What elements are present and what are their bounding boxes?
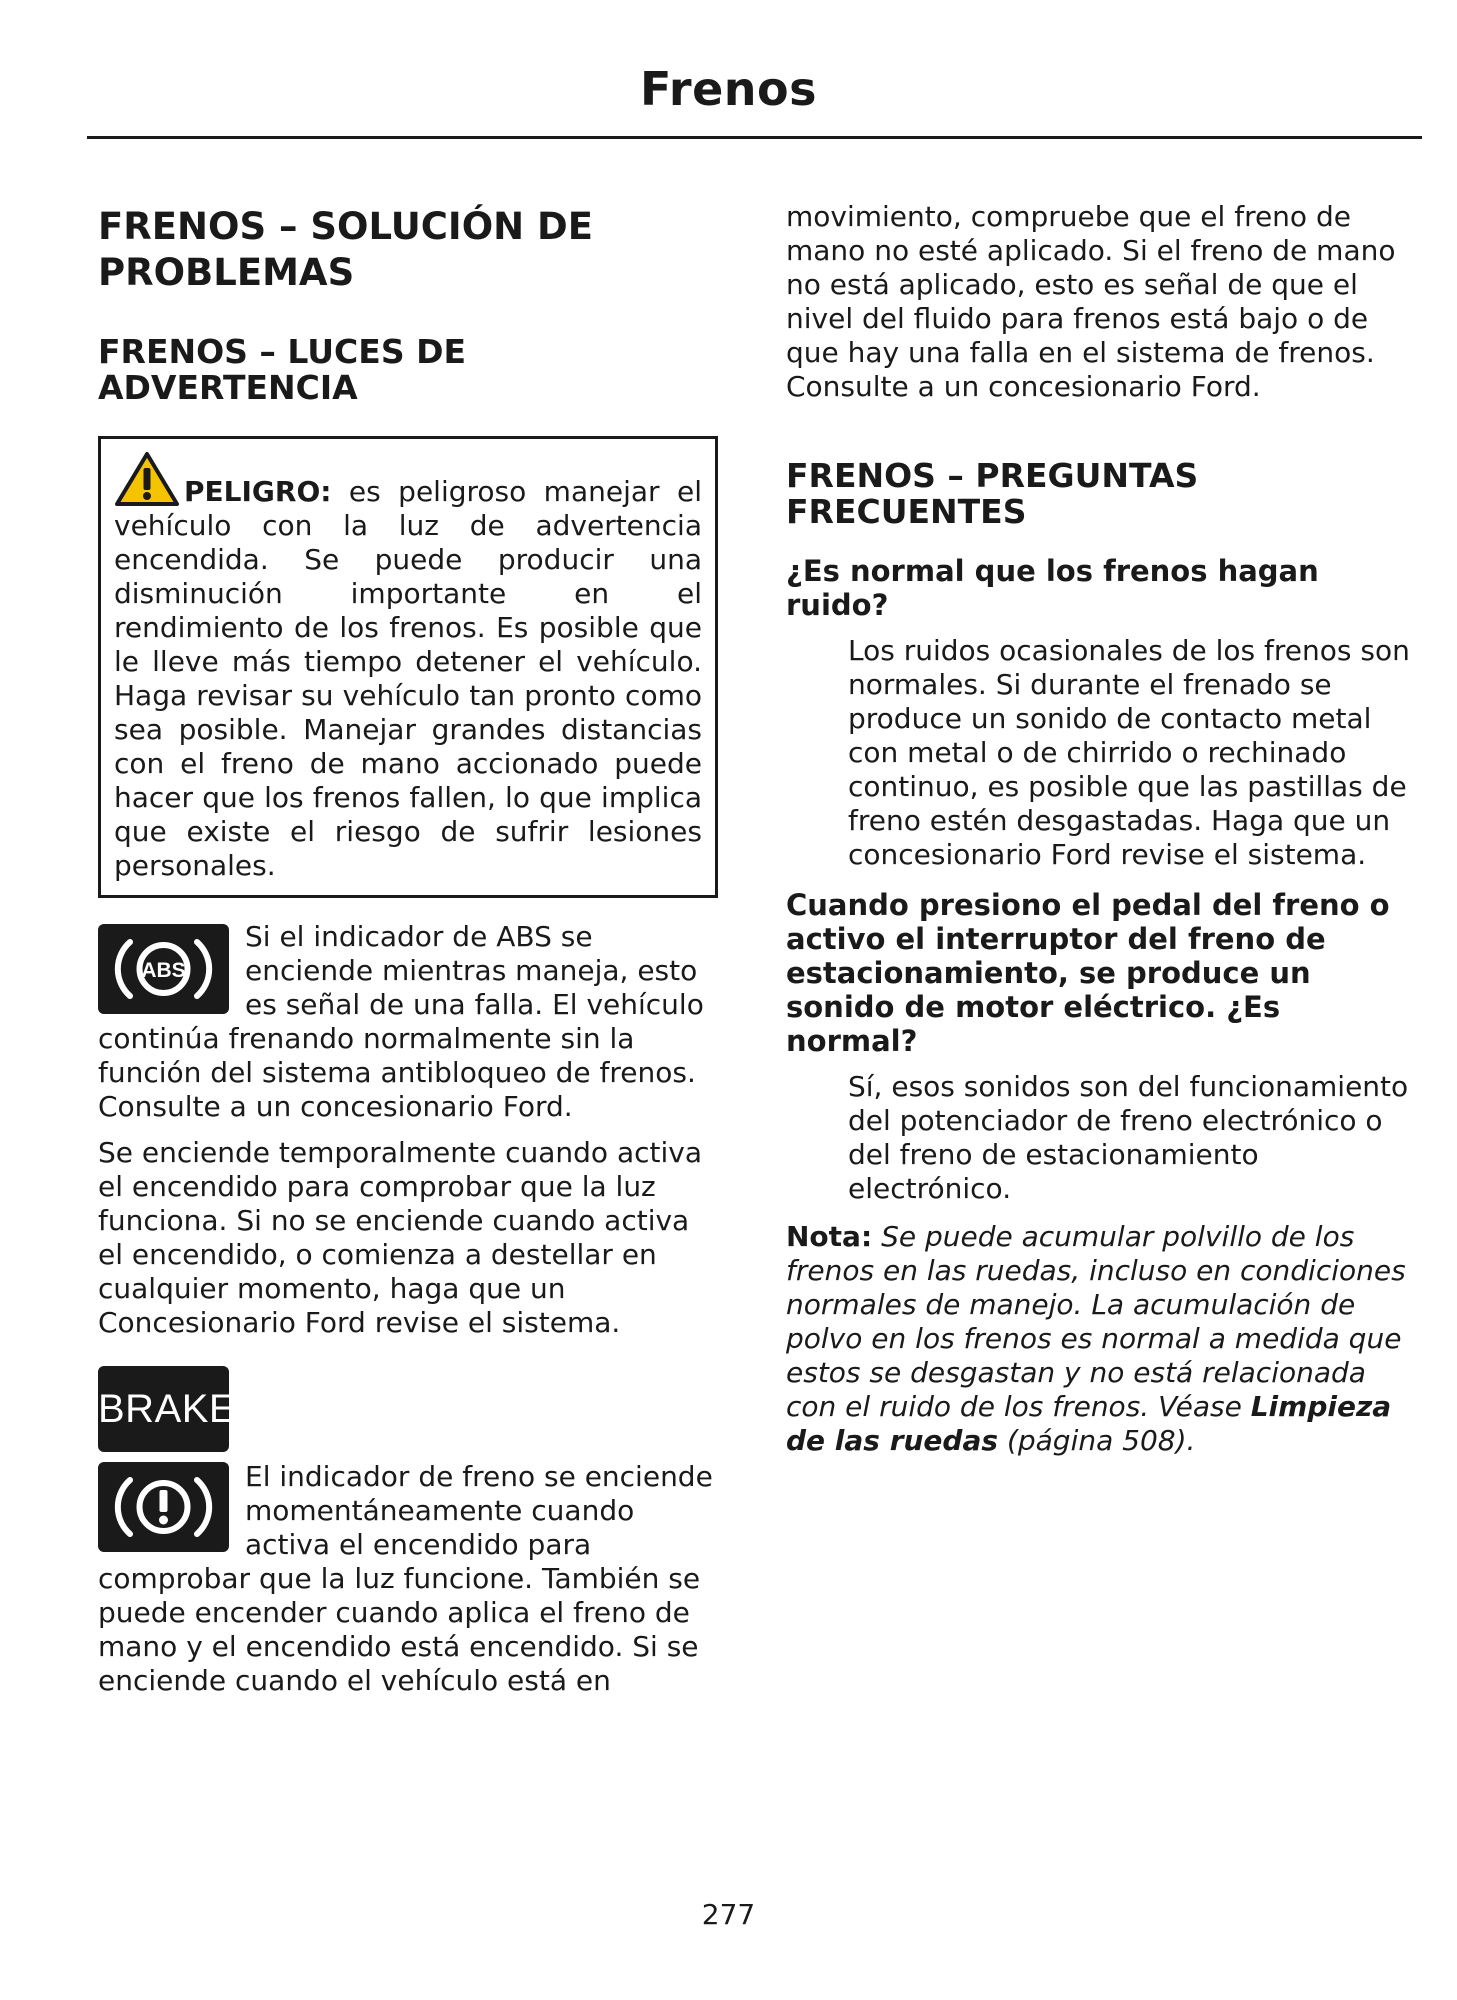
- continued-paragraph: movimiento, compruebe que el freno de mano no esté aplicado. Si el freno de mano no está aplicado, esto es señal de que el nivel del fluido para frenos está bajo o de que hay una falla en el sistema de frenos. Consulte a un concesionario Ford.: [786, 200, 1396, 403]
- section-heading-faq: FRENOS – PREGUNTAS FRECUENTES: [786, 456, 1199, 531]
- faq-question-1: ¿Es normal que los frenos hagan ruido?: [786, 554, 1319, 622]
- page-number: 277: [701, 1898, 756, 1931]
- faq-answer-1: Los ruidos ocasionales de los frenos son normales. Si durante el frenado se produce un sonido de contacto metal con metal o de chirrido o rechinado continuo, es posible que las pastillas de freno estén desgastadas. Haga que un concesionario Ford revise el sistema.: [848, 634, 1410, 871]
- brake-paragraph: El indicador de freno se enciende momentáneamente cuando activa el encendido para comprobar que la luz funcione. También se puede encender cuando aplica el freno de mano y el encendido está encendido. Si se enciende cuando el vehículo está en: [98, 1460, 713, 1697]
- section-heading-troubleshooting: FRENOS – SOLUCIÓN DE PROBLEMAS: [98, 205, 593, 294]
- abs-warning-icon: [98, 924, 229, 1014]
- danger-text: es peligroso manejar el vehículo con la luz de advertencia encendida. Se puede producir una disminución importante en el rendimiento de los frenos. Es posible que le lleve más tiempo detener el vehículo. Haga revisar su vehículo tan pronto como sea posible. Manejar grandes distancias con el freno de mano accionado puede hacer que los frenos fallen, lo que implica que existe el riesgo de sufrir lesiones personales.: [114, 475, 702, 882]
- note-label: Nota:: [786, 1220, 873, 1253]
- right-column: [786, 200, 1418, 1458]
- danger-warning-paragraph: [114, 451, 702, 883]
- brake-indicator-block: [98, 1460, 718, 1698]
- abs-icon-label: ABS: [141, 959, 186, 982]
- danger-label: PELIGRO:: [184, 475, 332, 508]
- wheel-cleaning-link[interactable]: Limpieza de las ruedas: [786, 1390, 1392, 1457]
- header-divider: [87, 136, 1422, 139]
- note-page-ref: (página 508).: [1006, 1424, 1196, 1457]
- note-paragraph: [786, 1220, 1418, 1458]
- warning-triangle-icon: [114, 451, 180, 507]
- faq-answer-2: Sí, esos sonidos son del funcionamiento del potenciador de freno electrónico o del freno de estacionamiento electrónico.: [848, 1070, 1409, 1205]
- danger-warning-box: [98, 436, 718, 898]
- page-title: Frenos: [639, 62, 818, 116]
- section-heading-warning-lights: FRENOS – LUCES DE ADVERTENCIA: [98, 332, 467, 407]
- faq-question-2: Cuando presiono el pedal del freno o activo el interruptor del freno de estacionamiento, se produce un sonido de motor eléctrico. ¿Es normal?: [786, 888, 1390, 1058]
- note-text: Se puede acumular polvillo de los frenos en las ruedas, incluso en condiciones normales de manejo. La acumulación de polvo en los frenos es normal a medida que estos se desgastan y no está relacionada con el ruido de los frenos. Véase: [786, 1220, 1406, 1423]
- left-column: [98, 200, 718, 1698]
- abs-paragraph-2: Se enciende temporalmente cuando activa el encendido para comprobar que la luz funciona. Si no se enciende cuando activa el encendido, o comienza a destellar en cualquier momento, haga que un Concesionario Ford revise el sistema.: [98, 1136, 702, 1339]
- brake-warning-icon: [98, 1462, 229, 1552]
- brake-warning-badge: BRAKE: [98, 1366, 229, 1452]
- abs-paragraph: Si el indicador de ABS se enciende mientras maneja, esto es señal de una falla. El vehículo continúa frenando normalmente sin la función del sistema antibloqueo de frenos. Consulte a un concesionario Ford.: [98, 920, 704, 1123]
- abs-indicator-block: [98, 920, 718, 1124]
